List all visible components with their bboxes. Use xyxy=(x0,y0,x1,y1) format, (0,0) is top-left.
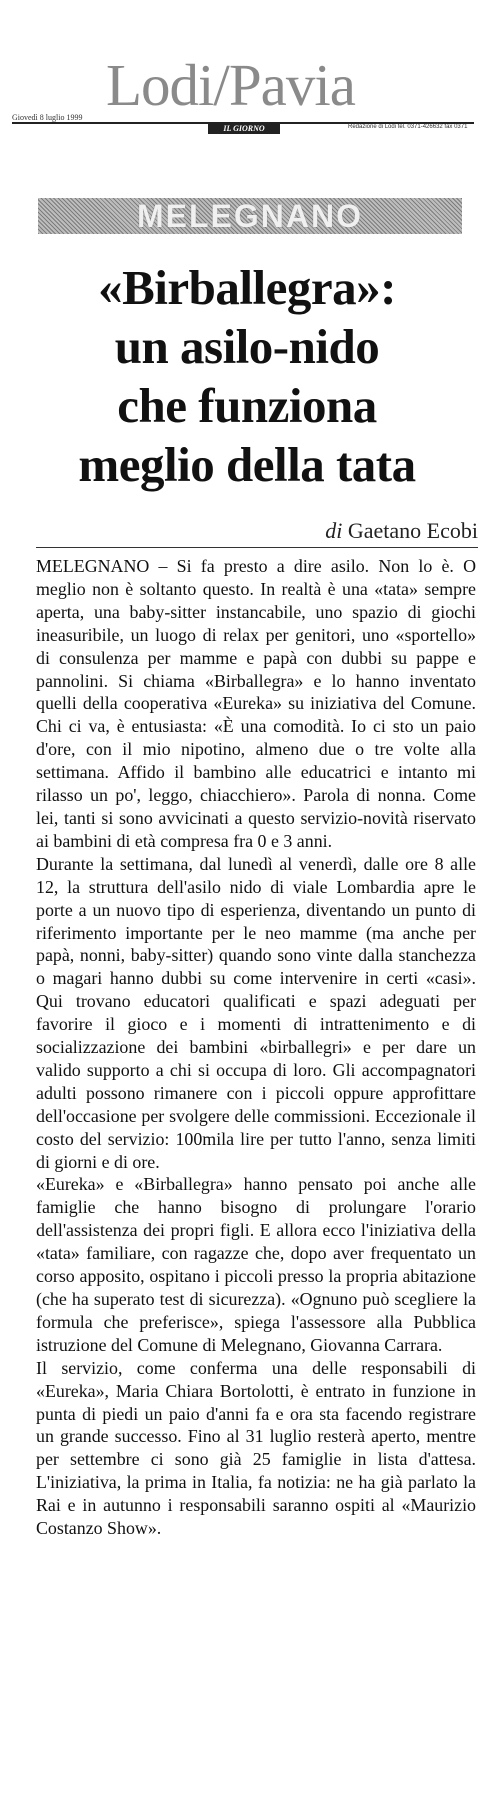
article-paragraph: Durante la settimana, dal lunedì al venerdì, dalle ore 8 alle 12, la struttura dell'asilo nido di viale Lombardia apre le porte a un nuovo tipo di esperienza, diventando un punto di riferimento importante per le neo mamme (ma anche per papà, nonni, baby-sitter) quando sono vinte dalla stanchezza o magari hanno dubbi su come intervenire in certi «casi». Qui trovano educatori qualificati e spazi adeguati per favorire il gioco e i momenti di intrattenimento e di socializzazione dei bambini «birballegri» e per dare un valido supporto a chi si occupa di loro. Gli accompagnatori adulti possono rimanere con i piccoli oppure approfittare dell'occasione per svolgere delle commissioni. Eccezionale il costo del servizio: 100mila lire per tutto l'anno, senza limiti di giorni e di ore. xyxy=(36,853,476,1172)
editorial-imprint: Redazione di Lodi tel. 0371-426632 fax 0371 xyxy=(348,124,468,130)
issue-date: Giovedì 8 luglio 1999 xyxy=(12,113,83,122)
byline-author: Gaetano Ecobi xyxy=(347,518,478,543)
newspaper-logo: IL GIORNO xyxy=(208,124,280,134)
section-title: Lodi/Pavia xyxy=(106,52,355,118)
article-body xyxy=(36,555,476,1540)
article-paragraph: «Eureka» e «Birballegra» hanno pensato poi anche alle famiglie che hanno bisogno di prolungare l'orario dell'assistenza dei propri figli. E allora ecco l'iniziativa della «tata» familiare, con ragazze che, dopo aver frequentato un corso apposito, ospitano i piccoli presso la propria abitazione (che ha superato test di sicurezza). «Ognuno può scegliere la formula che preferisce», spiega l'assessore alla Pubblica istruzione del Comune di Melegnano, Giovanna Carrara. xyxy=(36,1174,476,1355)
headline-line: che funziona xyxy=(117,378,377,433)
byline xyxy=(200,518,478,544)
article-paragraph: MELEGNANO – Si fa presto a dire asilo. Non lo è. O meglio non è soltanto questo. In realtà è una «tata» sempre aperta, una baby-sitter instancabile, uno spazio di giochi ineasuribile, un luogo di relax per genitori, uno «sportello» di consulenza per mamme e papà con dubbi su pappe e pannolini. Si chiama «Birballegra» e lo hanno inventato quelli della cooperativa «Eureka» su iniziativa del Comune. Chi ci va, è entusiasta: «È una comodità. Io ci sto un paio d'ore, con il mio nipotino, almeno due o tre volte alla settimana. Affido il bambino alle educatrici e intanto mi rilasso un po', leggo, chiacchiero». Parola di nonna. Come lei, tanti si sono avvicinati a questo servizio-novità riservato ai bambini di età compresa fra 0 e 3 anni. xyxy=(36,556,476,851)
headline-line: «Birballegra»: xyxy=(98,260,396,315)
headline-line: un asilo-nido xyxy=(114,319,380,374)
headline-line: meglio della tata xyxy=(78,437,416,492)
headline xyxy=(12,258,482,494)
kicker-band xyxy=(38,198,462,234)
byline-prefix: di xyxy=(325,518,343,543)
kicker: MELEGNANO xyxy=(137,198,363,234)
byline-rule xyxy=(36,547,478,548)
article-paragraph: Il servizio, come conferma una delle responsabili di «Eureka», Maria Chiara Bortolotti, è entrato in funzione in punta di piedi un paio d'anni fa e ora sta facendo registrare un grande successo. Fino al 31 luglio resterà aperto, mentre per settembre ci sono già 25 famiglie in lista d'attesa. L'iniziativa, la prima in Italia, fa notizia: ne ha già parlato la Rai e in autunno i responsabili saranno ospiti al «Maurizio Costanzo Show». xyxy=(36,1357,476,1539)
masthead xyxy=(0,0,500,140)
